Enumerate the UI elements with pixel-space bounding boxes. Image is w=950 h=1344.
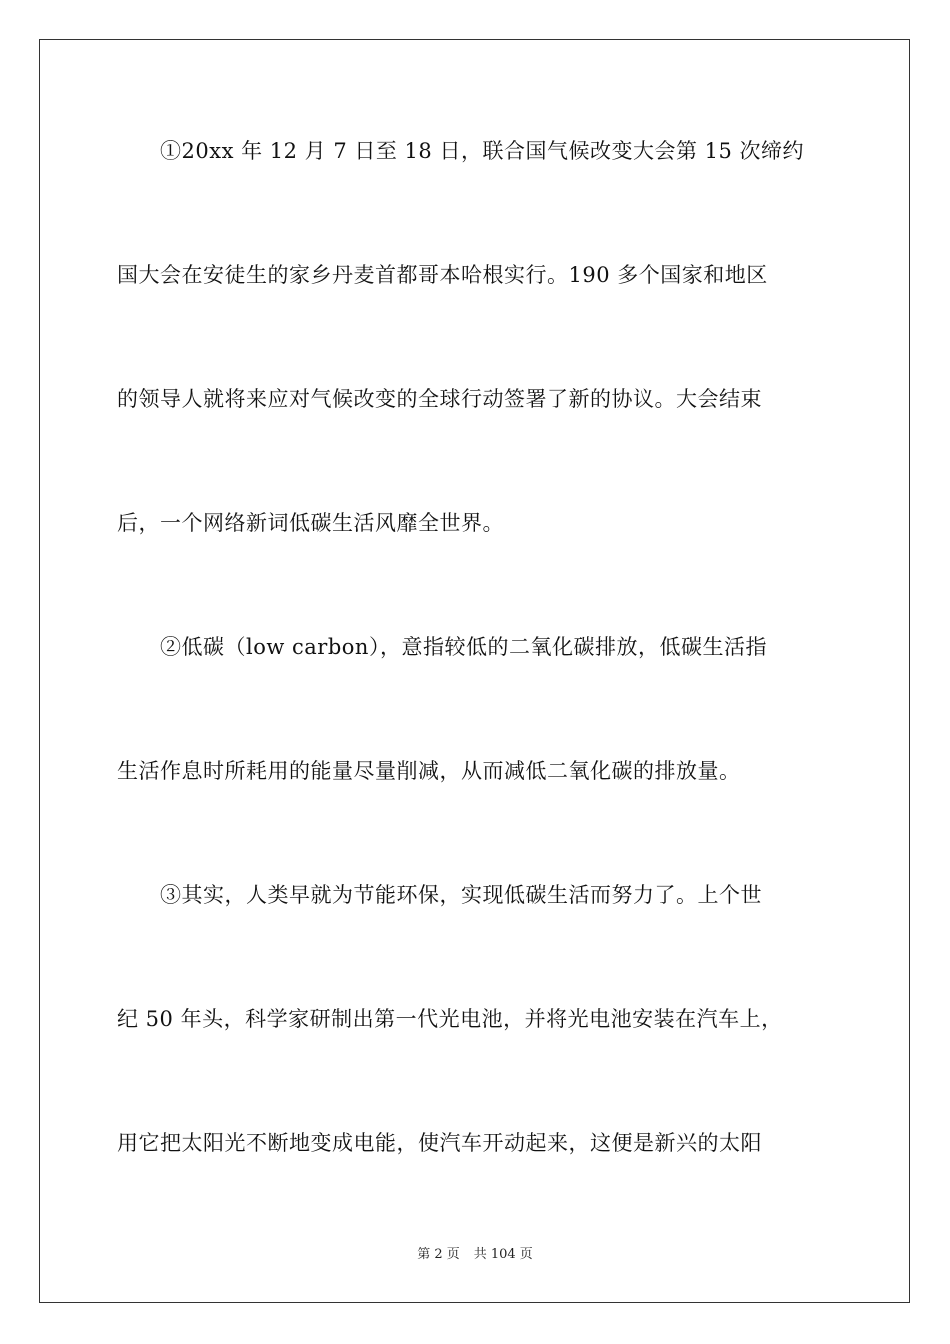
paragraph-2-line-1: ②低碳（low carbon），意指较低的二氧化碳排放，低碳生活指 bbox=[117, 635, 767, 659]
total-pages: 共 104 页 bbox=[473, 1247, 533, 1262]
paragraph-1-line-4: 后，一个网络新词低碳生活风靡全世界。 bbox=[117, 511, 504, 535]
paragraph-3-line-3: 用它把太阳光不断地变成电能，使汽车开动起来，这便是新兴的太阳 bbox=[117, 1131, 762, 1155]
paragraph-1-line-1: ①20xx 年 12 月 7 日至 18 日，联合国气候改变大会第 15 次缔约 bbox=[117, 139, 805, 163]
paragraph-1-line-3: 的领导人就将来应对气候改变的全球行动签署了新的协议。大会结束 bbox=[117, 387, 762, 411]
page-number: 第 2 页 bbox=[417, 1247, 460, 1262]
paragraph-1-line-2: 国大会在安徒生的家乡丹麦首都哥本哈根实行。190 多个国家和地区 bbox=[117, 263, 768, 287]
paragraph-3-line-1: ③其实，人类早就为节能环保，实现低碳生活而努力了。上个世 bbox=[117, 883, 762, 907]
page-footer bbox=[0, 1246, 950, 1264]
paragraph-2-line-2: 生活作息时所耗用的能量尽量削减，从而减低二氧化碳的排放量。 bbox=[117, 759, 741, 783]
paragraph-3-line-2: 纪 50 年头，科学家研制出第一代光电池，并将光电池安装在汽车上， bbox=[117, 1007, 783, 1031]
page-border bbox=[39, 39, 910, 1303]
